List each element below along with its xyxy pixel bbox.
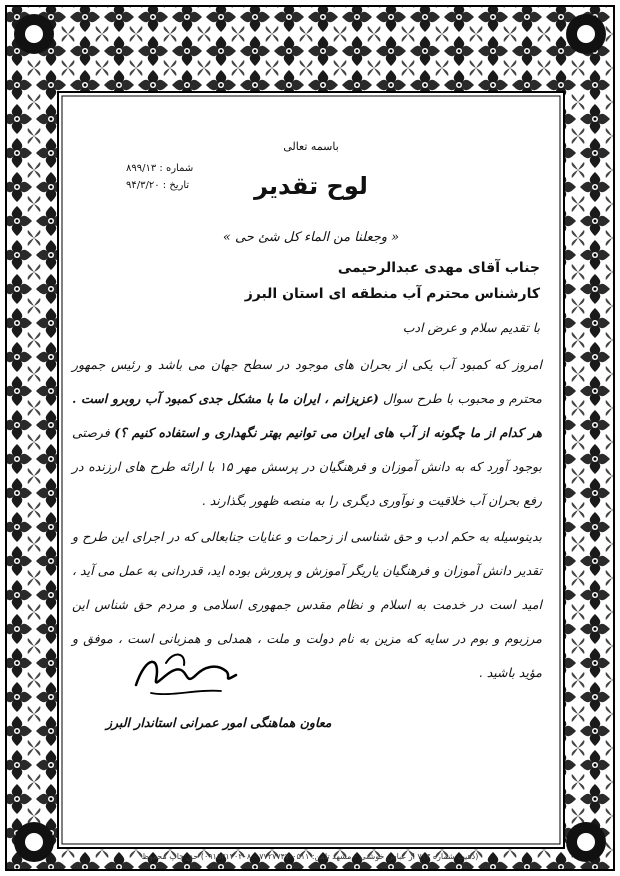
verse-text: « وجعلنا من الماء کل شئ حی » [222,230,400,245]
footer-note: (ذهیب شماره ۷۱۳ از عباس خوشنی - مشهد تلفن: ۰۵۱۱-۷۷۲۷۷۴۷ - ۰۹۱۵۳۱۳۰۲۰۸) حق چاپ محفوظ [141,852,479,861]
recipient-name: جناب آقای مهدی عبدالرحیمی [337,260,540,276]
reference-number: شماره : ۸۹۹/۱۳ [126,163,194,174]
certificate-body [66,100,556,840]
paragraph-1 [72,348,542,518]
paragraph-2: بدینوسیله به حکم ادب و حق شناسی از زحمات و عنایات جنابعالی که در اجرای این طرح و تقدیر دانش آموزان و فرهنگیان یاریگر آموزش و پرورش بوده اید، قدردانی به عمل می آید ، امید است در خدمت به اسلام و نظام مقدس جمهوری اسلامی و مردم حق شناس این مرزبوم و بوم در سایه که مزین به نام دولت و ملت ، همدلی و همزبانی است ، موفق و مؤید باشید . [72,529,542,680]
handwritten-signature [126,645,246,705]
issue-date: تاریخ : ۹۴/۳/۲۰ [126,180,190,191]
greeting: با تقدیم سلام و عرض ادب [402,320,540,335]
invocation-text: باسمه تعالی [283,140,339,153]
paragraph-1-intro: امروز که کمبود آب یکی از بحران های موجود در سطح جهان می باشد و رئیس جمهور محترم و محبوب با طرح سوال [72,357,542,406]
certificate-title: لوح تقدیر [254,172,368,200]
recipient-title: کارشناس محترم آب منطقه ای استان البرز [244,286,540,302]
signer-title: معاون هماهنگی امور عمرانی استاندار البرز [106,715,332,730]
paragraph-1-outro: فرصتی بوجود آورد که به دانش آموزان و فرهنگیان در پرسش مهر ۱۵ با ارائه طرح های ارزنده در رفع بحران آب خلاقیت و نوآوری دیگری را به منصه ظهور بگذارند . [72,425,542,508]
paragraph-1-quote: (عزیزانم ، ایران ما با مشکل جدی کمبود آب روبرو است . هر کدام از ما چگونه از آب های ایران می توانیم بهتر نگهداری و استفاده کنیم ؟) [72,391,542,440]
